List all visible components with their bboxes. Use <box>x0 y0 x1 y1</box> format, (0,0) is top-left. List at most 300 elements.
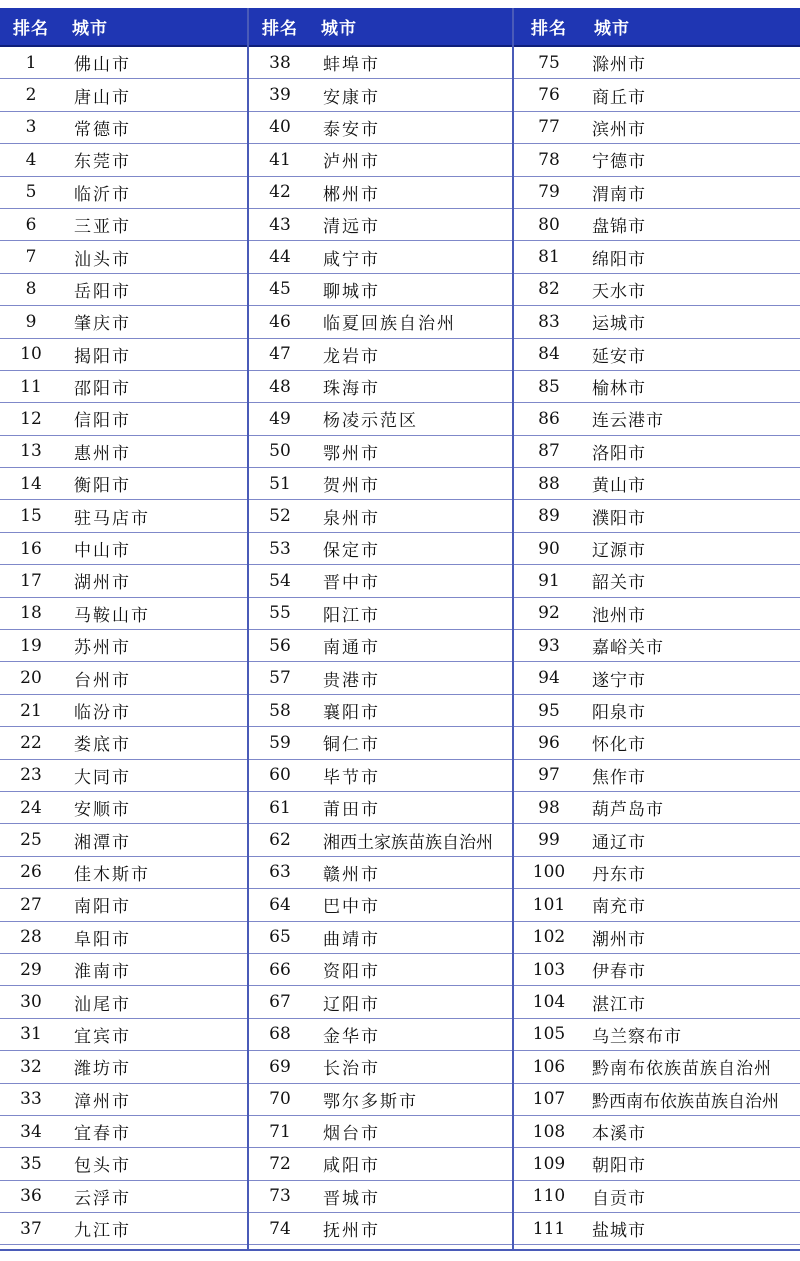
table-bottom-border <box>514 1249 800 1251</box>
rank-cell: 69 <box>269 1056 291 1077</box>
city-cell: 泰安市 <box>323 119 380 140</box>
table-row <box>0 79 247 111</box>
city-cell: 资阳市 <box>323 962 380 983</box>
rank-cell: 38 <box>269 52 291 73</box>
city-cell: 驻马店市 <box>74 508 150 529</box>
table-row <box>0 1116 247 1148</box>
city-cell: 延安市 <box>592 346 646 367</box>
table-column-1 <box>0 8 249 1251</box>
table-row <box>249 47 512 79</box>
rank-cell: 35 <box>20 1153 42 1174</box>
table-row <box>0 500 247 532</box>
city-cell: 马鞍山市 <box>74 605 150 626</box>
table-row <box>249 403 512 435</box>
rank-cell: 104 <box>532 992 566 1013</box>
table-row <box>514 565 800 597</box>
header-city: 城市 <box>72 19 108 39</box>
table-row <box>249 857 512 889</box>
rank-cell: 68 <box>269 1024 291 1045</box>
city-cell: 烟台市 <box>323 1124 380 1145</box>
column-header <box>514 8 800 47</box>
rank-cell: 24 <box>20 797 42 818</box>
rank-cell: 96 <box>538 732 560 753</box>
table-row <box>514 727 800 759</box>
city-cell: 天水市 <box>592 281 646 302</box>
rank-cell: 78 <box>538 149 560 170</box>
city-cell: 本溪市 <box>592 1124 646 1145</box>
table-row <box>249 954 512 986</box>
city-cell: 云浮市 <box>74 1188 131 1209</box>
city-cell: 乌兰察布市 <box>592 1026 682 1047</box>
city-cell: 安顺市 <box>74 800 131 821</box>
table-row <box>514 630 800 662</box>
rank-cell: 28 <box>20 927 42 948</box>
rank-cell: 109 <box>532 1153 566 1174</box>
rank-cell: 19 <box>20 635 42 656</box>
rank-cell: 41 <box>269 149 291 170</box>
table-row <box>514 47 800 79</box>
table-row <box>514 1084 800 1116</box>
rank-cell: 30 <box>20 992 42 1013</box>
table-row <box>514 824 800 856</box>
rank-cell: 16 <box>20 538 42 559</box>
city-cell: 榆林市 <box>592 379 646 400</box>
city-cell: 长治市 <box>323 1059 380 1080</box>
city-cell: 佛山市 <box>74 55 131 76</box>
table-bottom-border <box>0 1249 247 1251</box>
city-cell: 信阳市 <box>74 411 131 432</box>
rank-cell: 29 <box>20 959 42 980</box>
rank-cell: 58 <box>269 700 291 721</box>
city-cell: 肇庆市 <box>74 314 131 335</box>
rank-cell: 20 <box>20 668 42 689</box>
city-cell: 宁德市 <box>592 152 646 173</box>
city-cell: 邵阳市 <box>74 379 131 400</box>
rank-cell: 46 <box>269 311 291 332</box>
rank-cell: 76 <box>538 85 560 106</box>
table-row <box>0 241 247 273</box>
rank-cell: 39 <box>269 85 291 106</box>
table-row <box>249 662 512 694</box>
table-row <box>514 792 800 824</box>
city-cell: 鄂尔多斯市 <box>323 1091 418 1112</box>
rank-cell: 102 <box>532 927 566 948</box>
rank-cell: 12 <box>20 408 42 429</box>
city-cell: 揭阳市 <box>74 346 131 367</box>
table-row <box>514 241 800 273</box>
city-cell: 铜仁市 <box>323 735 380 756</box>
city-cell: 苏州市 <box>74 638 131 659</box>
city-cell: 莆田市 <box>323 800 380 821</box>
table-row <box>249 922 512 954</box>
city-cell: 唐山市 <box>74 87 131 108</box>
rank-cell: 92 <box>538 603 560 624</box>
city-cell: 濮阳市 <box>592 508 646 529</box>
city-cell: 遂宁市 <box>592 670 646 691</box>
city-cell: 襄阳市 <box>323 703 380 723</box>
table-row <box>0 889 247 921</box>
rank-cell: 31 <box>20 1024 42 1045</box>
table-row <box>249 760 512 792</box>
city-cell: 辽源市 <box>592 541 646 562</box>
table-row <box>249 1084 512 1116</box>
rank-cell: 60 <box>269 765 291 786</box>
rank-cell: 42 <box>269 182 291 203</box>
rank-cell: 44 <box>269 247 291 268</box>
city-cell: 滁州市 <box>592 55 646 76</box>
rank-cell: 63 <box>269 862 291 883</box>
rank-cell: 23 <box>20 765 42 786</box>
rank-cell: 64 <box>269 894 291 915</box>
rank-cell: 11 <box>20 376 42 397</box>
city-cell: 巴中市 <box>323 897 380 918</box>
table-column-2 <box>249 8 514 1251</box>
city-cell: 淮南市 <box>74 962 131 983</box>
table-row <box>514 403 800 435</box>
table-row <box>514 662 800 694</box>
table-row <box>0 1051 247 1083</box>
city-cell: 渭南市 <box>592 184 646 205</box>
rank-cell: 70 <box>269 1089 291 1110</box>
rank-cell: 14 <box>20 473 42 494</box>
city-cell: 杨凌示范区 <box>323 411 418 432</box>
rank-cell: 59 <box>269 732 291 753</box>
city-cell: 通辽市 <box>592 832 646 853</box>
city-cell: 贵港市 <box>323 670 380 691</box>
rank-cell: 85 <box>538 376 560 397</box>
table-row <box>249 1019 512 1051</box>
table-row <box>249 1051 512 1083</box>
city-cell: 岳阳市 <box>74 281 131 302</box>
city-cell: 葫芦岛市 <box>592 800 664 821</box>
rank-cell: 103 <box>532 959 566 980</box>
rank-cell: 17 <box>20 570 42 591</box>
table-row <box>514 468 800 500</box>
table-row <box>249 209 512 241</box>
city-cell: 抚州市 <box>323 1221 380 1242</box>
rank-cell: 94 <box>538 668 560 689</box>
table-row <box>514 144 800 176</box>
rank-cell: 74 <box>269 1218 291 1239</box>
rank-cell: 53 <box>269 538 291 559</box>
rank-cell: 56 <box>269 635 291 656</box>
table-row <box>514 889 800 921</box>
city-cell: 运城市 <box>592 314 646 335</box>
table-row <box>0 824 247 856</box>
table-row <box>0 47 247 79</box>
table-row <box>514 1051 800 1083</box>
table-row <box>0 565 247 597</box>
rank-cell: 22 <box>20 732 42 753</box>
city-cell: 龙岩市 <box>323 346 380 367</box>
rank-cell: 10 <box>20 344 42 365</box>
city-cell: 盐城市 <box>592 1221 646 1242</box>
rank-cell: 43 <box>269 214 291 235</box>
table-row <box>0 371 247 403</box>
city-cell: 池州市 <box>592 605 646 626</box>
rank-cell: 66 <box>269 959 291 980</box>
table-row <box>514 857 800 889</box>
table-row <box>0 662 247 694</box>
rank-cell: 95 <box>538 700 560 721</box>
city-cell: 连云港市 <box>592 411 664 432</box>
rank-cell: 52 <box>269 506 291 527</box>
city-cell: 晋城市 <box>323 1188 380 1209</box>
column-header <box>0 8 247 47</box>
city-cell: 惠州市 <box>74 443 131 464</box>
city-cell: 临夏回族自治州 <box>323 314 456 335</box>
table-row <box>514 1181 800 1213</box>
table-row <box>249 792 512 824</box>
city-cell: 洛阳市 <box>592 443 646 464</box>
city-cell: 蚌埠市 <box>323 55 380 76</box>
table-row <box>514 371 800 403</box>
rank-cell: 65 <box>269 927 291 948</box>
rank-cell: 33 <box>20 1089 42 1110</box>
ranking-grid <box>0 8 800 1251</box>
table-row <box>0 112 247 144</box>
table-row <box>0 792 247 824</box>
header-city: 城市 <box>594 19 630 39</box>
table-row <box>249 533 512 565</box>
rank-cell: 111 <box>532 1218 566 1239</box>
city-cell: 湛江市 <box>592 994 646 1015</box>
city-cell: 鄂州市 <box>323 443 380 464</box>
city-cell: 南充市 <box>592 897 646 918</box>
table-row <box>249 1181 512 1213</box>
city-cell: 滨州市 <box>592 119 646 140</box>
rank-cell: 88 <box>538 473 560 494</box>
city-cell: 朝阳市 <box>592 1156 646 1177</box>
city-cell: 南阳市 <box>74 897 131 918</box>
rank-cell: 97 <box>538 765 560 786</box>
rank-cell: 13 <box>20 441 42 462</box>
column-rows <box>514 47 800 1245</box>
rank-cell: 89 <box>538 506 560 527</box>
city-cell: 泉州市 <box>323 508 380 529</box>
rank-cell: 82 <box>538 279 560 300</box>
table-row <box>0 760 247 792</box>
rank-cell: 90 <box>538 538 560 559</box>
rank-cell: 26 <box>20 862 42 883</box>
city-cell: 阳江市 <box>323 605 380 626</box>
rank-cell: 84 <box>538 344 560 365</box>
table-row <box>514 954 800 986</box>
rank-cell: 34 <box>20 1121 42 1142</box>
rank-cell: 98 <box>538 797 560 818</box>
table-row <box>249 468 512 500</box>
rank-cell: 51 <box>269 473 291 494</box>
city-cell: 大同市 <box>74 767 131 788</box>
table-row <box>0 274 247 306</box>
table-row <box>0 857 247 889</box>
city-cell: 咸宁市 <box>323 249 380 270</box>
table-bottom-border <box>249 1249 512 1251</box>
rank-cell: 72 <box>269 1153 291 1174</box>
rank-cell: 45 <box>269 279 291 300</box>
table-row <box>0 1181 247 1213</box>
city-cell: 宜春市 <box>74 1124 131 1145</box>
city-cell: 晋中市 <box>323 573 380 594</box>
rank-cell: 40 <box>269 117 291 138</box>
city-cell: 汕头市 <box>74 249 131 270</box>
city-cell: 台州市 <box>74 670 131 691</box>
city-cell: 绵阳市 <box>592 249 646 270</box>
city-cell: 黔南布依族苗族自治州 <box>592 1059 772 1080</box>
city-cell: 焦作市 <box>592 767 646 788</box>
rank-cell: 7 <box>25 247 37 268</box>
table-row <box>249 824 512 856</box>
city-cell: 湖州市 <box>74 573 131 594</box>
city-cell: 黄山市 <box>592 476 646 497</box>
rank-cell: 15 <box>20 506 42 527</box>
city-cell: 临汾市 <box>74 703 131 723</box>
table-row <box>514 922 800 954</box>
table-row <box>0 1148 247 1180</box>
table-row <box>514 1213 800 1245</box>
rank-cell: 71 <box>269 1121 291 1142</box>
rank-cell: 48 <box>269 376 291 397</box>
table-row <box>0 177 247 209</box>
city-cell: 毕节市 <box>323 767 380 788</box>
rank-cell: 21 <box>20 700 42 721</box>
table-row <box>0 403 247 435</box>
table-row <box>0 144 247 176</box>
city-cell: 临沂市 <box>74 184 131 205</box>
rank-cell: 2 <box>25 85 37 106</box>
table-row <box>514 760 800 792</box>
rank-cell: 55 <box>269 603 291 624</box>
table-row <box>249 436 512 468</box>
city-cell: 黔西南布依族苗族自治州 <box>592 1091 779 1112</box>
table-row <box>514 1019 800 1051</box>
table-row <box>0 436 247 468</box>
city-cell: 常德市 <box>74 119 131 140</box>
rank-cell: 3 <box>25 117 37 138</box>
city-cell: 伊春市 <box>592 962 646 983</box>
rank-cell: 86 <box>538 408 560 429</box>
table-row <box>0 986 247 1018</box>
city-cell: 漳州市 <box>74 1091 131 1112</box>
rank-cell: 54 <box>269 570 291 591</box>
city-cell: 赣州市 <box>323 864 380 885</box>
city-cell: 自贡市 <box>592 1188 646 1209</box>
rank-cell: 99 <box>538 830 560 851</box>
city-cell: 丹东市 <box>592 864 646 885</box>
city-cell: 潮州市 <box>592 929 646 950</box>
table-row <box>249 630 512 662</box>
rank-cell: 107 <box>532 1089 566 1110</box>
column-header <box>249 8 512 47</box>
table-row <box>0 468 247 500</box>
rank-cell: 1 <box>25 52 37 73</box>
rank-cell: 93 <box>538 635 560 656</box>
table-row <box>249 889 512 921</box>
rank-cell: 108 <box>532 1121 566 1142</box>
table-row <box>514 695 800 727</box>
rank-cell: 18 <box>20 603 42 624</box>
table-row <box>249 565 512 597</box>
table-row <box>0 209 247 241</box>
header-rank: 排名 <box>13 19 49 39</box>
city-cell: 郴州市 <box>323 184 380 205</box>
rank-cell: 37 <box>20 1218 42 1239</box>
city-cell: 九江市 <box>74 1221 131 1242</box>
table-row <box>0 339 247 371</box>
table-row <box>249 1116 512 1148</box>
rank-cell: 80 <box>538 214 560 235</box>
table-row <box>0 1213 247 1245</box>
table-row <box>514 274 800 306</box>
table-row <box>0 922 247 954</box>
city-cell: 阳泉市 <box>592 703 646 723</box>
rank-cell: 25 <box>20 830 42 851</box>
rank-cell: 4 <box>25 149 37 170</box>
city-cell: 包头市 <box>74 1156 131 1177</box>
rank-cell: 67 <box>269 992 291 1013</box>
table-row <box>249 112 512 144</box>
rank-cell: 110 <box>532 1186 566 1207</box>
table-row <box>249 695 512 727</box>
rank-cell: 79 <box>538 182 560 203</box>
table-row <box>514 598 800 630</box>
table-row <box>249 598 512 630</box>
rank-cell: 49 <box>269 408 291 429</box>
table-row <box>514 436 800 468</box>
table-row <box>0 727 247 759</box>
rank-cell: 9 <box>25 311 37 332</box>
city-cell: 湘潭市 <box>74 832 131 853</box>
table-row <box>249 371 512 403</box>
header-rank: 排名 <box>262 19 298 39</box>
city-cell: 曲靖市 <box>323 929 380 950</box>
table-row <box>0 695 247 727</box>
table-row <box>249 274 512 306</box>
city-cell: 韶关市 <box>592 573 646 594</box>
rank-cell: 100 <box>532 862 566 883</box>
rank-cell: 101 <box>532 894 566 915</box>
rank-cell: 57 <box>269 668 291 689</box>
city-cell: 聊城市 <box>323 281 380 302</box>
rank-cell: 87 <box>538 441 560 462</box>
rank-cell: 6 <box>25 214 37 235</box>
city-cell: 娄底市 <box>74 735 131 756</box>
header-city: 城市 <box>321 19 357 39</box>
rank-cell: 75 <box>538 52 560 73</box>
table-column-3 <box>514 8 800 1251</box>
city-cell: 盘锦市 <box>592 217 646 238</box>
city-cell: 三亚市 <box>74 217 131 238</box>
city-cell: 阜阳市 <box>74 929 131 950</box>
rank-cell: 47 <box>269 344 291 365</box>
rank-cell: 77 <box>538 117 560 138</box>
table-row <box>0 630 247 662</box>
table-row <box>514 79 800 111</box>
rank-cell: 36 <box>20 1186 42 1207</box>
rank-cell: 91 <box>538 570 560 591</box>
rank-cell: 5 <box>25 182 37 203</box>
table-row <box>514 533 800 565</box>
city-cell: 安康市 <box>323 87 380 108</box>
table-row <box>0 306 247 338</box>
city-cell: 中山市 <box>74 541 131 562</box>
rank-cell: 50 <box>269 441 291 462</box>
city-cell: 嘉峪关市 <box>592 638 664 659</box>
table-row <box>514 306 800 338</box>
table-row <box>249 144 512 176</box>
rank-cell: 83 <box>538 311 560 332</box>
city-cell: 宜宾市 <box>74 1026 131 1047</box>
